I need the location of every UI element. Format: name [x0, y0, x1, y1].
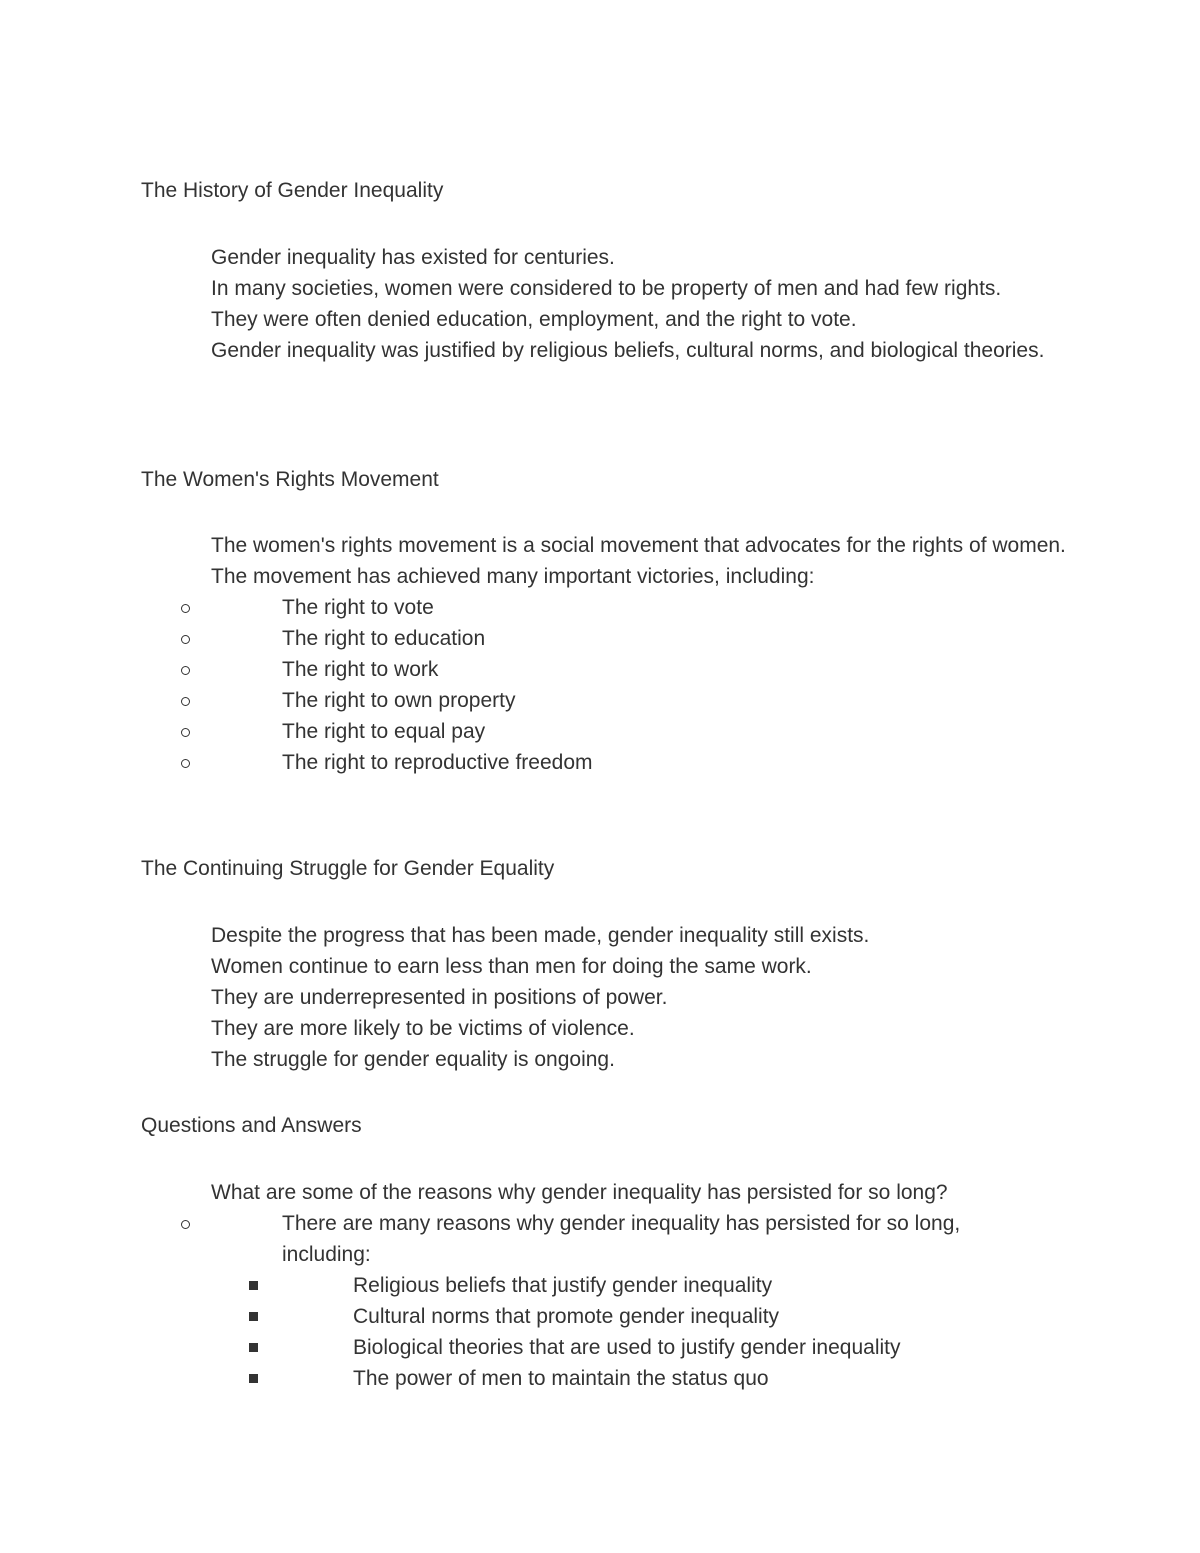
sub-sub-list-item-text: Biological theories that are used to justify gender inequality [353, 1336, 901, 1359]
sub-list-item [211, 716, 1070, 747]
reasons-sublist [282, 1270, 1040, 1394]
sub-sub-list-item [282, 1301, 1040, 1332]
list-item-text: They are underrepresented in positions of power. [211, 986, 668, 1009]
list-item [0, 920, 1200, 951]
section-title-womens-rights: The Women's Rights Movement [141, 468, 439, 491]
list-item-text: Women continue to earn less than men for doing the same work. [211, 955, 812, 978]
circle-bullet-icon [181, 604, 190, 613]
list-item [0, 1013, 1200, 1044]
sub-list-item-text: The right to vote [282, 596, 434, 619]
sub-list-item-text: The right to equal pay [282, 720, 486, 743]
womens-rights-list [0, 530, 1200, 778]
sub-sub-list-item [282, 1332, 1040, 1363]
victories-sublist [211, 592, 1070, 778]
sub-sub-list-item-text: Cultural norms that promote gender inequality [353, 1305, 780, 1328]
questions-list [0, 1177, 1200, 1394]
sub-list-item [211, 623, 1070, 654]
square-bullet-icon [249, 1312, 258, 1321]
sub-list-item [211, 592, 1070, 623]
sub-list-item-text: The right to work [282, 658, 439, 681]
list-item-text: The struggle for gender equality is ongoing. [211, 1048, 615, 1071]
section-title-questions-answers: Questions and Answers [141, 1114, 362, 1137]
continuing-struggle-list [0, 920, 1200, 1075]
list-item-text: The women's rights movement is a social movement that advocates for the rights of women. [211, 534, 1066, 557]
circle-bullet-icon [181, 697, 190, 706]
list-item-text: In many societies, women were considered to be property of men and had few rights. [211, 277, 1002, 300]
list-item [0, 304, 1200, 335]
list-item-text: The movement has achieved many important victories, including: [211, 565, 815, 588]
sub-list-item-text: The right to own property [282, 689, 516, 712]
list-item [0, 561, 1200, 778]
sub-sub-list-item [282, 1363, 1040, 1394]
list-item [0, 335, 1200, 366]
list-item [0, 1044, 1200, 1075]
sub-list-item-text: The right to reproductive freedom [282, 751, 593, 774]
square-bullet-icon [249, 1374, 258, 1383]
answers-sublist [211, 1208, 1070, 1394]
square-bullet-icon [249, 1281, 258, 1290]
sub-list-item-text: There are many reasons why gender inequality has persisted for so long, including: [282, 1212, 961, 1266]
section-title-continuing-struggle: The Continuing Struggle for Gender Equality [141, 857, 555, 880]
list-item-text: What are some of the reasons why gender inequality has persisted for so long? [211, 1181, 948, 1204]
sub-sub-list-item-text: The power of men to maintain the status quo [353, 1367, 769, 1390]
list-item [0, 1177, 1200, 1394]
circle-bullet-icon [181, 635, 190, 644]
list-item [0, 951, 1200, 982]
list-item [0, 982, 1200, 1013]
list-item-text: They are more likely to be victims of violence. [211, 1017, 635, 1040]
sub-list-item [211, 685, 1070, 716]
circle-bullet-icon [181, 759, 190, 768]
circle-bullet-icon [181, 1220, 190, 1229]
sub-sub-list-item-text: Religious beliefs that justify gender inequality [353, 1274, 773, 1297]
sub-list-item-text: The right to education [282, 627, 486, 650]
sub-list-item [211, 1208, 1070, 1394]
section-title-history: The History of Gender Inequality [141, 179, 444, 202]
list-item-text: They were often denied education, employment, and the right to vote. [211, 308, 857, 331]
list-item-text: Gender inequality has existed for centuries. [211, 246, 615, 269]
list-item [0, 242, 1200, 273]
sub-sub-list-item [282, 1270, 1040, 1301]
sub-list-item [211, 654, 1070, 685]
history-list [0, 242, 1200, 366]
list-item [0, 530, 1200, 561]
list-item [0, 273, 1200, 304]
list-item-text: Gender inequality was justified by religious beliefs, cultural norms, and biological theories. [211, 339, 1045, 362]
circle-bullet-icon [181, 666, 190, 675]
sub-list-item [211, 747, 1070, 778]
list-item-text: Despite the progress that has been made, gender inequality still exists. [211, 924, 870, 947]
square-bullet-icon [249, 1343, 258, 1352]
circle-bullet-icon [181, 728, 190, 737]
